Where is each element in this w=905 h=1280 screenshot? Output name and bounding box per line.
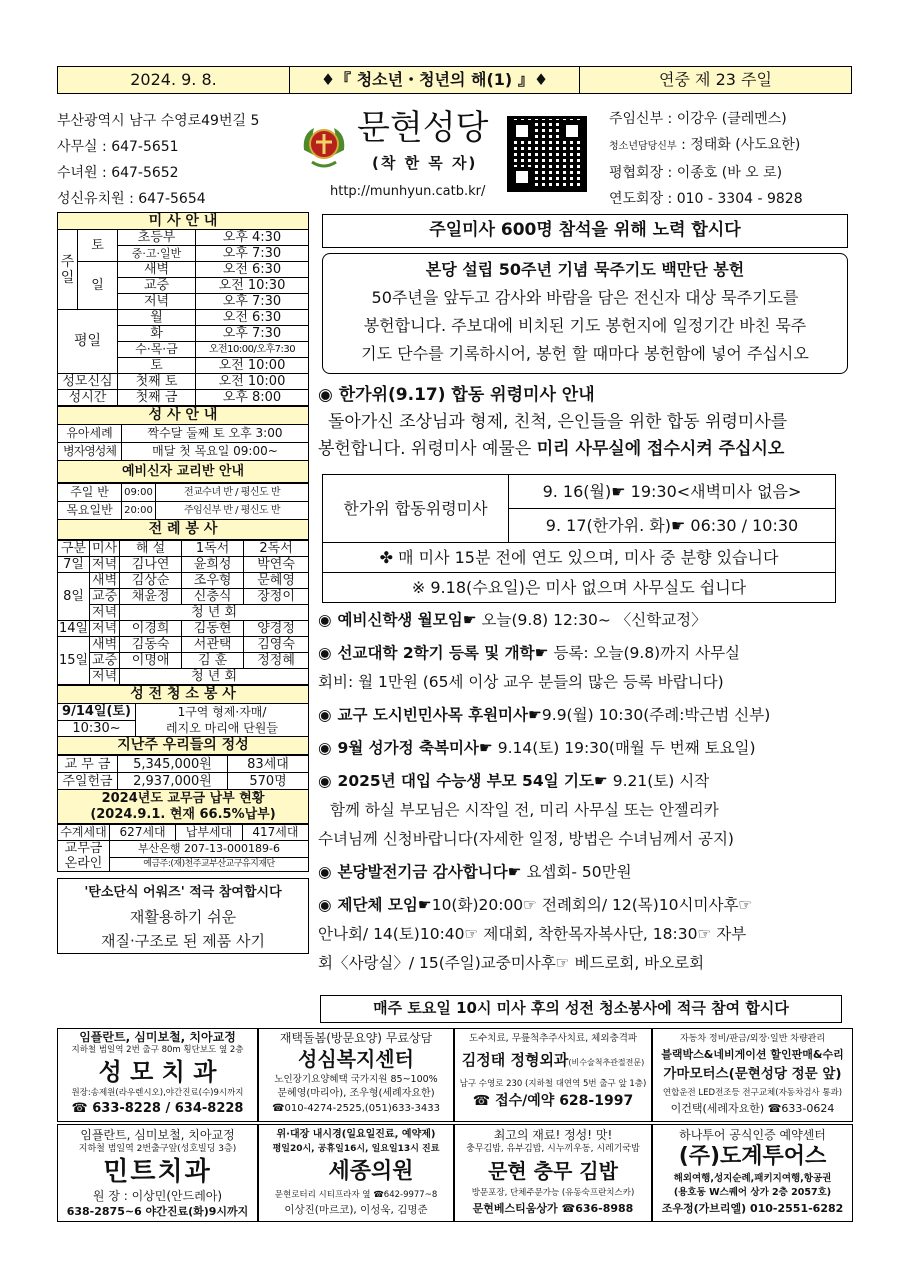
cleaning-table	[57, 685, 309, 755]
mass-time: 오전 10:00	[196, 358, 309, 374]
lectors-day: 7일	[58, 557, 90, 573]
parish-subtitle: (착 한 목 자)	[372, 154, 478, 172]
chuseok-note: ✤ 매 미사 15분 전에 연도 있으며, 미사 중 분향 있습니다	[323, 543, 836, 573]
mass-cell: 수·목·금	[118, 342, 196, 358]
notice-line: 안나회/ 14(토)10:40☞ 제대회, 착한목자복사단, 18:30☞ 자부	[318, 925, 747, 943]
parish-logo	[298, 120, 350, 172]
catechumen-title: 예비신자 교리반 안내	[58, 461, 309, 483]
lectors-cell: 새벽	[90, 637, 120, 653]
dues-label: 납부세대	[176, 825, 243, 841]
lectors-cell: 조우형	[182, 573, 244, 589]
ad-kim-orthopedics[interactable]	[454, 1028, 652, 1122]
ad-line: 연합운전 LED전조등 전구교체(자동차검사 통과)	[662, 1088, 843, 1098]
ad-mint-dental[interactable]	[57, 1124, 258, 1222]
offering-amount: 5,345,000원	[118, 756, 228, 773]
account-label: 온라인	[64, 856, 103, 871]
lectors-cell: 저녁	[90, 605, 120, 621]
ad-phone: ☎ 633-8228 / 634-8228	[71, 1101, 244, 1116]
ad-line: 충무김밥, 유부김밥, 시누끼우동, 시레기국밥	[466, 1144, 640, 1154]
rosary-line: 봉헌합니다. 주보대에 비치된 기도 봉헌지에 일정기간 바친 묵주	[363, 316, 807, 335]
clergy-info	[609, 106, 803, 212]
ad-title: 성심복지센터	[298, 1047, 414, 1071]
parish-emblem-icon	[298, 120, 350, 172]
lectors-cell: 신충식	[182, 589, 244, 605]
offering-label: 교 무 금	[58, 756, 118, 773]
ad-line: 임플란트, 심미보철, 치아교정	[80, 1128, 235, 1142]
sacrament-label: 유아세례	[58, 425, 122, 443]
chuseok-time: 9. 17(한가위. 화)☛ 06:30 / 10:30	[509, 509, 836, 543]
lectors-cell: 채윤정	[120, 589, 182, 605]
weekday-label: 평일	[58, 310, 118, 374]
lectors-head: 구분	[58, 541, 90, 557]
mass-cell: 초등부	[118, 230, 196, 246]
ad-line: 노인장기요양혜택 국가지원 85~100%	[274, 1074, 438, 1085]
ad-line: 최고의 재료! 정성! 맛!	[493, 1128, 613, 1142]
ad-title: (주)도계투어스	[678, 1144, 827, 1169]
class-teacher: 전교수녀 반 / 평신도 반	[156, 484, 309, 502]
mass-cell: 첫째 토	[118, 374, 196, 390]
cleaning-time: 10:30~	[58, 720, 136, 737]
ad-line: 원 장 : 이상민(안드레아)	[92, 1189, 223, 1203]
lectors-cell: 교중	[90, 653, 120, 669]
ad-line: 문혜영(마리아), 조우형(세례자요한)	[277, 1088, 435, 1099]
ad-line: 문현로터리 시티프라자 옆 ☎642-9977~8	[274, 1190, 438, 1200]
lectors-cell: 저녁	[90, 669, 120, 685]
pastor: 주임신부 : 이강우 (클레멘스)	[609, 111, 787, 127]
mass-cell: 저녁	[118, 294, 196, 310]
mass-title: 미 사 안 내	[58, 213, 309, 230]
cleaning-title: 성 전 청 소 봉 사	[58, 686, 309, 704]
lectors-cell: 이경희	[120, 621, 182, 637]
ad-title: 가마모터스(문현성당 정문 앞)	[663, 1066, 842, 1082]
main-banner: 주일미사 600명 참석을 위해 노력 합시다	[322, 214, 848, 248]
offering-table	[57, 755, 309, 824]
ad-phone: 638-2875~6 야간진료(화)9시까지	[66, 1205, 249, 1218]
lectors-cell: 저녁	[90, 621, 120, 637]
lectors-cell: 이명애	[120, 653, 182, 669]
class-label: 목요일반	[58, 502, 122, 520]
ad-title: 민트치과	[103, 1157, 212, 1187]
lectors-cell: 김나연	[120, 557, 182, 573]
parish-url[interactable]: http://munhyun.catb.kr/	[330, 184, 486, 199]
notices	[318, 606, 852, 978]
mass-time: 오전10:00/오후7:30	[196, 342, 309, 358]
offering-amount: 2,937,000원	[118, 773, 228, 790]
chuseok-line: 봉헌합니다. 위령미사 예물은 미리 사무실에 접수시켜 주십시오	[318, 439, 785, 459]
chuseok-time: 9. 16(월)☛ 19:30<새벽미사 없음>	[509, 475, 836, 509]
ad-phone: ☎ 접수/예약 628-1997	[472, 1093, 634, 1109]
mass-time: 오후 4:30	[196, 230, 309, 246]
lectors-cell: 청 년 회	[120, 669, 309, 685]
kindergarten-phone: 성신유치원 : 647-5654	[57, 191, 206, 207]
lectors-cell: 양경정	[244, 621, 309, 637]
ad-line: 남구 수영로 230 (지하철 대연역 5번 출구 앞 1층)	[459, 1079, 647, 1089]
ad-line: 하나투어 공식인증 예약센터	[679, 1128, 826, 1142]
chuseok-table	[322, 474, 836, 603]
sacrament-table	[57, 406, 309, 483]
mass-table	[57, 212, 309, 406]
mass-time: 오후 8:00	[196, 390, 309, 406]
mass-cell: 교중	[118, 278, 196, 294]
ad-phone: 문현베스티움상가 ☎636-8988	[472, 1202, 634, 1215]
lectors-table	[57, 540, 309, 685]
ad-line: 원장:송제원(라우렌시오),야간진료(수)9시까지	[71, 1088, 244, 1098]
rosary-box	[322, 253, 848, 374]
header-week: 연중 제 23 주일	[659, 70, 772, 89]
cleaning-line: 1구역 형제·자매/	[177, 705, 267, 719]
ad-phone: ☎010-4274-2525,(051)633-3433	[272, 1103, 440, 1114]
lectors-cell: 정정혜	[244, 653, 309, 669]
ad-phone: 조우정(가브리엘) 010-2551-6282	[661, 1202, 844, 1215]
cleaning-line: 레지오 마리애 단원들	[166, 721, 278, 735]
chuseok-title: ◉ 한가위(9.17) 합동 위령미사 안내	[318, 385, 595, 405]
lectors-cell: 김동현	[182, 621, 244, 637]
mass-time: 오전 6:30	[196, 310, 309, 326]
catechumen-table	[57, 483, 309, 540]
mass-cell: 새벽	[118, 262, 196, 278]
sacrament-value: 짝수달 둘째 토 오후 3:00	[122, 425, 309, 443]
youth-priest: 청소년담당신부 : 정태화 (사도요한)	[609, 137, 801, 153]
ad-sejong-clinic[interactable]	[258, 1124, 454, 1222]
left-column	[57, 212, 309, 954]
dues-value: 417세대	[242, 825, 308, 841]
lectors-head: 해 설	[120, 541, 182, 557]
lectors-cell: 저녁	[90, 557, 120, 573]
mass-time: 오후 7:30	[196, 326, 309, 342]
mass-time: 오후 7:30	[196, 294, 309, 310]
carbon-line: 재활용하기 쉬운	[129, 908, 237, 926]
parish-contacts	[57, 108, 259, 212]
qr-code[interactable]	[507, 116, 587, 192]
lectors-cell: 청 년 회	[120, 605, 309, 621]
ad-line: 방문포장, 단체주문가능 (유동숙프란치스카)	[471, 1188, 635, 1198]
ad-seongmo-dental[interactable]	[57, 1028, 258, 1122]
notice-item: ◉ 본당발전기금 감사합니다☛ 요셉회- 50만원	[318, 863, 632, 881]
ad-line: (용호동 W스퀘어 상가 2층 2057호)	[673, 1187, 832, 1198]
mass-time: 오후 7:30	[196, 246, 309, 262]
dues-value: 627세대	[110, 825, 176, 841]
lectors-head: 2독서	[244, 541, 309, 557]
notice-item: ◉ 2025년 대입 수능생 부모 54일 기도☛ 9.21(토) 시작	[318, 772, 710, 790]
ad-title: 세종의원	[328, 1159, 414, 1184]
lectors-day: 15일	[58, 637, 90, 685]
lectors-cell: 박연숙	[244, 557, 309, 573]
account-holder: 예금주:(재)천주교부산교구유지재단	[110, 857, 309, 871]
lectors-cell: 김 훈	[182, 653, 244, 669]
convent-phone: 수녀원 : 647-5652	[57, 165, 179, 181]
ad-title: 김정태 정형외과(비수술척추관절전문)	[461, 1051, 645, 1069]
mass-cell: 중·고·일반	[118, 246, 196, 262]
carbon-line: 재질·구조로 된 제품 사기	[101, 932, 265, 950]
header-date: 2024. 9. 8.	[58, 67, 290, 93]
class-time: 09:00	[122, 484, 156, 502]
offering-count: 83세대	[228, 756, 309, 773]
notice-item: ◉ 9월 성가정 축복미사☛ 9.14(토) 19:30(매월 두 번째 토요일)	[318, 739, 756, 757]
lectors-day: 8일	[58, 573, 90, 621]
lectors-title: 전 례 봉 사	[58, 520, 309, 540]
class-teacher: 주임신부 반 / 평신도 반	[156, 502, 309, 520]
account-number: 부산은행 207-13-000189-6	[110, 841, 309, 858]
mass-cell: 토	[118, 358, 196, 374]
parish-address: 부산광역시 남구 수영로49번길 5	[57, 113, 260, 129]
adoration-label: 성모신심	[58, 374, 118, 390]
council-president: 평협회장 : 이종호 (바 오 로)	[609, 165, 783, 181]
mass-cell: 화	[118, 326, 196, 342]
ad-phone: 이건택(세례자요한) ☎633-0624	[670, 1102, 835, 1115]
ad-gama-motors[interactable]	[652, 1028, 853, 1122]
chuseok-line: 돌아가신 조상님과 형제, 친척, 은인들을 위한 합동 위령미사를	[328, 412, 788, 432]
notice-line: 회〈사랑실〉/ 15(주일)교중미사후☞ 베드로회, 바오로회	[318, 954, 705, 972]
rosary-line: 기도 단수를 기록하시어, 봉헌 할 때마다 봉헌함에 넣어 주십시오	[361, 344, 809, 363]
notice-item: ◉ 선교대학 2학기 등록 및 개학☛ 등록: 오늘(9.8)까지 사무실	[318, 644, 741, 662]
lectors-cell: 새벽	[90, 573, 120, 589]
ad-line: 지하철 범일역 2번출구앞(성호빌딩 3층)	[78, 1144, 237, 1154]
ad-chungmu-gimbap[interactable]	[454, 1124, 652, 1222]
ad-title: 성 모 치 과	[98, 1058, 217, 1086]
ad-line: 블랙박스&네비게이션 할인판매&수리	[661, 1048, 844, 1061]
mass-cell: 첫째 금	[118, 390, 196, 406]
ad-line: 평일20시, 공휴일16시, 일요일13시 진료	[272, 1144, 440, 1154]
notice-line: 수녀님께 신청바랍니다(자세한 일정, 방법은 수녀님께서 공지)	[318, 830, 734, 848]
dues-table	[57, 824, 309, 872]
bottom-banner: 매주 토요일 10시 미사 후의 성전 청소봉사에 적극 참여 합시다	[320, 995, 842, 1023]
notice-item: ◉ 제단체 모임☛10(화)20:00☞ 전례회의/ 12(목)10시미사후☞	[318, 896, 753, 914]
sacrament-value: 매달 첫 목요일 09:00~	[122, 443, 309, 461]
ad-line: 이상진(마르코), 이성욱, 김명준	[284, 1204, 428, 1216]
lectors-cell: 교중	[90, 589, 120, 605]
ad-line: 해외여행,성지순례,패키지여행,항공권	[673, 1173, 832, 1184]
ad-line: 도수치료, 무릎척추주사치료, 체외충격파	[468, 1033, 638, 1044]
lectors-cell: 김영숙	[244, 637, 309, 653]
offering-label: 주일헌금	[58, 773, 118, 790]
ad-line: 재택돌봄(방문요양) 무료상담	[279, 1032, 433, 1045]
notice-line: 회비: 월 1만원 (65세 이상 교우 분들의 많은 등록 바랍니다)	[318, 673, 724, 691]
lectors-cell: 윤희성	[182, 557, 244, 573]
rosary-title: 본당 설립 50주년 기념 묵주기도 백만단 봉헌	[425, 260, 745, 279]
parish-name: 문현성당	[357, 108, 489, 148]
class-label: 주일 반	[58, 484, 122, 502]
sun-label: 일	[78, 262, 118, 310]
rosary-line: 50주년을 앞두고 감사와 바람을 담은 전신자 대상 묵주기도를	[371, 288, 799, 307]
notice-line: 함께 하실 부모님은 시작일 전, 미리 사무실 또는 안젤리카	[330, 801, 719, 819]
account-label: 교무금	[64, 841, 103, 856]
dues-subtitle: (2024.9.1. 현재 66.5%납부)	[90, 806, 276, 822]
lectors-cell: 김동숙	[120, 637, 182, 653]
ad-line: 자동차 정비/판금/외장·일반 차량관리	[679, 1034, 826, 1044]
chuseok-note: ※ 9.18(수요일)은 미사 없으며 사무실도 쉽니다	[323, 573, 836, 603]
ad-line: 임플란트, 심미보철, 치아교정	[79, 1031, 236, 1044]
class-time: 20:00	[122, 502, 156, 520]
cleaning-date: 9/14일(토)	[58, 704, 136, 721]
mass-time: 오전 10:00	[196, 374, 309, 390]
chuseok-section	[318, 382, 850, 463]
lectors-day: 14일	[59, 621, 89, 636]
lectors-cell: 김상순	[120, 573, 182, 589]
lectors-cell: 서관택	[182, 637, 244, 653]
office-phone: 사무실 : 647-5651	[57, 139, 179, 155]
ad-seongsim-welfare[interactable]	[258, 1028, 454, 1122]
offering-count: 570명	[228, 773, 309, 790]
mass-time: 오전 6:30	[196, 262, 309, 278]
dues-label: 수계세대	[58, 825, 110, 841]
dues-title: 2024년도 교무금 납부 현황	[101, 790, 265, 806]
ad-line: 위·대장 내시경(일요일진료, 예약제)	[276, 1129, 436, 1140]
sacrament-label: 병자영성체	[58, 443, 122, 461]
sat-label: 토	[78, 230, 118, 262]
header-bar	[57, 66, 852, 94]
carbon-box	[57, 878, 309, 954]
carbon-line: '탄소단식 어워즈' 적극 참여합시다	[84, 885, 282, 900]
notice-item: ◉ 교구 도시빈민사목 후원미사☛9.9(월) 10:30(주례:박근범 신부)	[318, 706, 771, 724]
lectors-cell: 문혜영	[244, 573, 309, 589]
ad-line: 지하철 범일역 2번 출구 80m 횡단보도 옆 2층	[71, 1045, 244, 1055]
lectors-head: 1독서	[182, 541, 244, 557]
chuseok-label: 한가위 합동위령미사	[323, 475, 509, 543]
mass-cell: 월	[118, 310, 196, 326]
lectors-cell: 장정이	[244, 589, 309, 605]
ad-title: 문현 충무 김밥	[488, 1159, 618, 1183]
ad-dogye-tours[interactable]	[652, 1124, 853, 1222]
mass-time: 오전 10:30	[196, 278, 309, 294]
sunday-label: 주일	[58, 230, 78, 310]
notice-item: ◉ 예비신학생 월모임☛ 오늘(9.8) 12:30~ 〈신학교정〉	[318, 611, 707, 629]
donation-contact: 연도회장 : 010 - 3304 - 9828	[609, 191, 803, 207]
header-theme: ♦『 청소년・청년의 해(1) 』♦	[290, 67, 580, 93]
offering-title: 지난주 우리들의 정성	[58, 737, 309, 755]
lectors-head: 미사	[90, 541, 120, 557]
holy-hour-label: 성시간	[58, 390, 118, 406]
sacrament-title: 성 사 안 내	[58, 407, 309, 425]
